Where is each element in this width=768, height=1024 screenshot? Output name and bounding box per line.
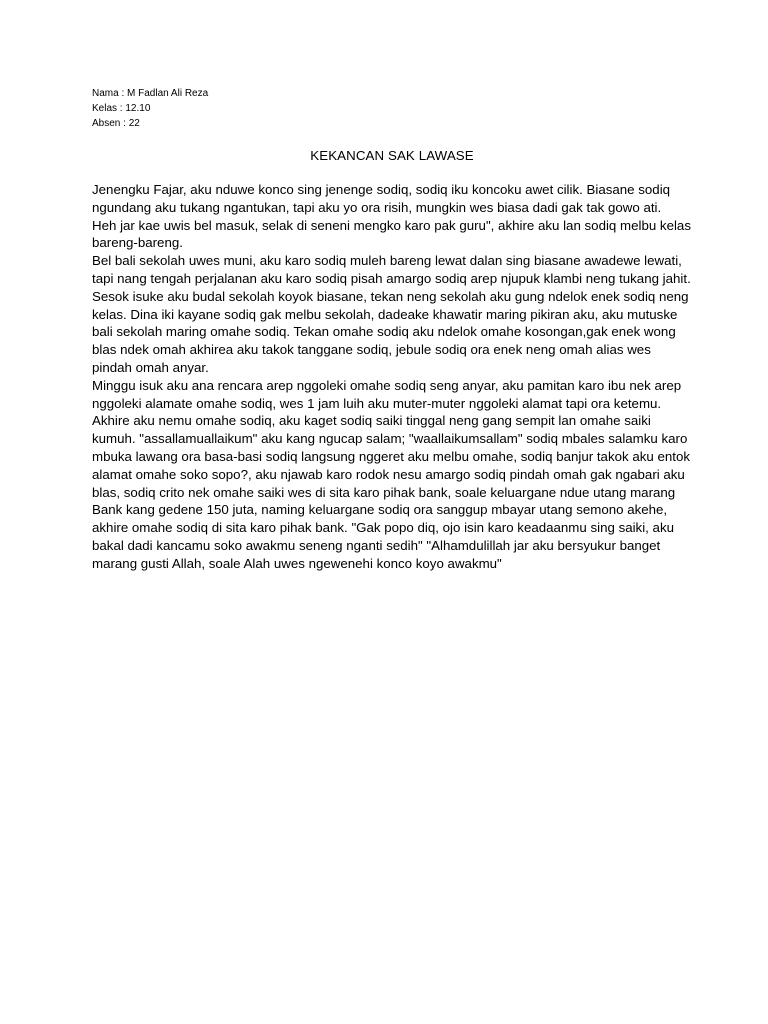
paragraph-school: Bel bali sekolah uwes muni, aku karo sodiq muleh bareng lewat dalan sing biasane awadewe lewati, tapi nang tengah perjalanan aku karo sodiq pisah amargo sodiq arep njupuk klambi neng tukang jahit. Sesok isuke aku budal sekolah koyok biasane, tekan neng sekolah aku gung ndelok enek sodiq neng kelas. Dina iki kayane sodiq gak melbu sekolah, dadeake khawatir maring pikiran aku, aku mutuske bali sekolah maring omahe sodiq. Tekan omahe sodiq aku ndelok omahe kosongan,gak enek wong blas ndek omah akhirea aku takok tanggane sodiq, jebule sodiq ora enek neng omah alias wes pindah omah anyar. [92,253,691,375]
document-page [92,86,692,573]
student-class: Kelas : 12.10 [92,103,151,114]
paragraph-bell: Heh jar kae uwis bel masuk, selak di seneni mengko karo pak guru", akhire aku lan sodiq melbu kelas bareng-bareng. [92,217,691,251]
paragraph-intro: Jenengku Fajar, aku nduwe konco sing jenenge sodiq, sodiq iku koncoku awet cilik. Biasane sodiq ngundang aku tukang ngantukan, tapi aku yo ora risih, mungkin wes biasa dadi gak tak gowo ati. [92,182,671,215]
student-name: Nama : M Fadlan Ali Reza [92,88,209,99]
document-title: KEKANCAN SAK LAWASE [310,148,474,163]
paragraph-sunday: Minggu isuk aku ana rencara arep nggoleki omahe sodiq seng anyar, aku pamitan karo ibu nek arep nggoleki alamate omahe sodiq, wes 1 jam luih aku muter-muter nggoleki alamat tapi ora ketemu. Akhire aku nemu omahe sodiq, aku kaget sodiq saiki tinggal neng gang sempit lan omahe saiki kumuh. "assallamuallaikum" aku kang ngucap salam; "waallaikumsallam" sodiq mbales salamku karo mbuka lawang ora basa-basi sodiq langsung nggeret aku melbu omahe, sodiq banjur takok aku entok alamat omahe soko sopo?, aku njawab karo rodok nesu amargo sodiq pindah omah gak ngabari aku blas, sodiq crito nek omahe saiki wes di sita karo pihak bank, soale keluargane ndue utang marang Bank kang gedene 150 juta, naming keluargane sodiq ora sanggup mbayar utang semono akehe, akhire omahe sodiq di sita karo pihak bank. "Gak popo diq, ojo isin karo keadaanmu sing saiki, aku bakal dadi kancamu soko awakmu seneng nganti sedih" "Alhamdulillah jar aku bersyukur banget marang gusti Allah, soale Alah uwes ngewenehi konco koyo awakmu" [92,377,691,571]
student-absen: Absen : 22 [92,118,140,129]
